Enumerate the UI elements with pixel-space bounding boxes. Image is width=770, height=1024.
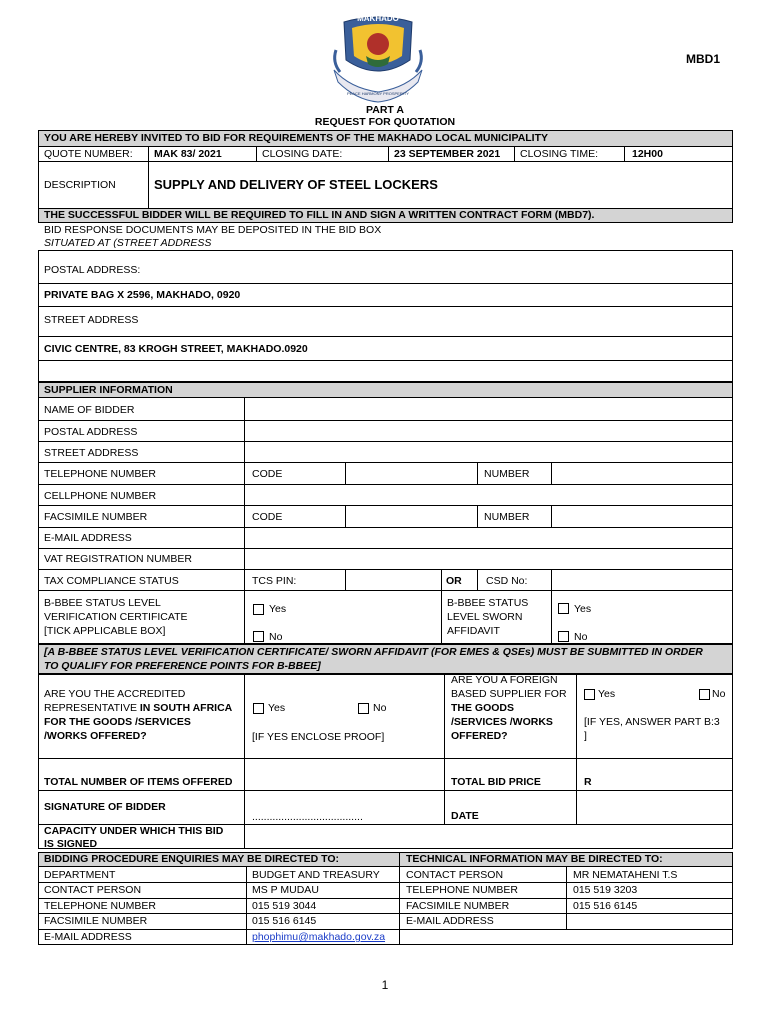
bbbee-affidavit-line2: LEVEL SWORN: [447, 611, 523, 623]
or-label: OR: [446, 575, 462, 587]
telephone-label: TELEPHONE NUMBER: [44, 468, 157, 480]
total-price-label: TOTAL BID PRICE: [451, 776, 541, 788]
street-address-value: CIVIC CENTRE, 83 KROGH STREET, MAKHADO.0920: [44, 343, 308, 355]
closing-date-value: 23 SEPTEMBER 2021: [394, 148, 501, 160]
foreign-line1: ARE YOU A FOREIGN: [451, 674, 558, 686]
bid-fax-value: 015 516 6145: [252, 915, 317, 927]
supplier-street-label: STREET ADDRESS: [44, 447, 139, 459]
bbbee-affidavit-no-checkbox[interactable]: [558, 631, 569, 642]
description-label: DESCRIPTION: [44, 179, 116, 191]
form-title: REQUEST FOR QUOTATION: [314, 116, 456, 128]
accredited-no-checkbox[interactable]: [358, 703, 369, 714]
foreign-line2: BASED SUPPLIER FOR: [451, 688, 567, 700]
tech-contact-value: MR NEMATAHENI T.S: [573, 869, 678, 881]
supplier-heading: SUPPLIER INFORMATION: [44, 384, 173, 396]
quote-number-label: QUOTE NUMBER:: [44, 148, 133, 160]
foreign-line3: THE GOODS: [451, 702, 515, 714]
accredited-line3: FOR THE GOODS /SERVICES: [44, 716, 191, 728]
bbbee-cert-yes-label: Yes: [269, 603, 287, 615]
part-label: PART A: [366, 104, 404, 116]
currency-label: R: [584, 776, 592, 788]
bid-contact-value: MS P MUDAU: [252, 884, 319, 896]
bid-contact-label: CONTACT PERSON: [44, 884, 142, 896]
svg-text:PEACE HARMONY PROSPERITY: PEACE HARMONY PROSPERITY: [347, 91, 409, 96]
enclose-proof-note: [IF YES ENCLOSE PROOF]: [252, 731, 385, 743]
telephone-number-label: NUMBER: [484, 468, 530, 480]
fax-number-label: NUMBER: [484, 511, 530, 523]
foreign-no-checkbox[interactable]: [699, 689, 710, 700]
fax-code-label: CODE: [252, 511, 283, 523]
technical-enquiries-heading: TECHNICAL INFORMATION MAY BE DIRECTED TO:: [406, 853, 663, 865]
bbbee-affidavit-no-label: No: [574, 631, 588, 643]
fax-label: FACSIMILE NUMBER: [44, 511, 148, 523]
bid-details-box: [38, 674, 733, 849]
accredited-line1: ARE YOU THE ACCREDITED: [44, 688, 186, 700]
tech-fax-label: FACSIMILE NUMBER: [406, 900, 510, 912]
email-label: E-MAIL ADDRESS: [44, 532, 132, 544]
bbbee-affidavit-line3: AFFIDAVIT: [447, 625, 500, 637]
tech-email-label: E-MAIL ADDRESS: [406, 915, 494, 927]
signature-dots: ......................................: [252, 811, 363, 823]
department-value: BUDGET AND TREASURY: [252, 869, 380, 881]
quote-number-value: MAK 83/ 2021: [154, 148, 222, 160]
address-box: [38, 250, 733, 382]
foreign-yes-label: Yes: [598, 688, 616, 700]
cellphone-label: CELLPHONE NUMBER: [44, 490, 157, 502]
bbbee-note-line1: [A B-BBEE STATUS LEVEL VERIFICATION CERTIFICATE/ SWORN AFFIDAVIT (FOR EMES & QSEs) MUST BE SUBMITTED IN ORDER: [44, 646, 703, 658]
signature-label: SIGNATURE OF BIDDER: [44, 801, 166, 813]
bbbee-cert-no-label: No: [269, 631, 283, 643]
accredited-line2: REPRESENTATIVE IN SOUTH AFRICA: [44, 702, 233, 714]
accredited-yes-checkbox[interactable]: [253, 703, 264, 714]
vat-label: VAT REGISTRATION NUMBER: [44, 553, 192, 565]
foreign-note-line1: [IF YES, ANSWER PART B:3: [584, 716, 720, 728]
deposit-line2: SITUATED AT (STREET ADDRESS: [44, 237, 212, 249]
bbbee-cert-line3: [TICK APPLICABLE BOX]: [44, 625, 166, 637]
tech-telephone-label: TELEPHONE NUMBER: [406, 884, 519, 896]
bbbee-cert-line2: VERIFICATION CERTIFICATE: [44, 611, 188, 623]
capacity-line2: IS SIGNED: [44, 838, 98, 850]
foreign-line5: OFFERED?: [451, 730, 508, 742]
name-of-bidder-label: NAME OF BIDDER: [44, 404, 135, 416]
bid-fax-label: FACSIMILE NUMBER: [44, 915, 148, 927]
street-address-label: STREET ADDRESS: [44, 314, 139, 326]
supplier-postal-label: POSTAL ADDRESS: [44, 426, 138, 438]
bbbee-affidavit-yes-label: Yes: [574, 603, 592, 615]
postal-address-label: POSTAL ADDRESS:: [44, 264, 141, 276]
contract-note: THE SUCCESSFUL BIDDER WILL BE REQUIRED TO FILL IN AND SIGN A WRITTEN CONTRACT FORM (MBD7).: [44, 209, 595, 221]
csd-label: CSD No:: [486, 575, 528, 587]
capacity-line1: CAPACITY UNDER WHICH THIS BID: [44, 825, 224, 837]
tech-telephone-value: 015 519 3203: [573, 884, 638, 896]
closing-date-label: CLOSING DATE:: [262, 148, 343, 160]
bbbee-affidavit-line1: B-BBEE STATUS: [447, 597, 529, 609]
tech-fax-value: 015 516 6145: [573, 900, 638, 912]
svg-text:MAKHADO: MAKHADO: [357, 14, 399, 23]
postal-address-value: PRIVATE BAG X 2596, MAKHADO, 0920: [44, 289, 241, 301]
bid-email-label: E-MAIL ADDRESS: [44, 931, 132, 943]
deposit-line1: BID RESPONSE DOCUMENTS MAY BE DEPOSITED IN THE BID BOX: [44, 224, 382, 236]
bbbee-note-line2: TO QUALIFY FOR PREFERENCE POINTS FOR B-BBEE]: [44, 660, 321, 672]
description-value: SUPPLY AND DELIVERY OF STEEL LOCKERS: [154, 177, 438, 192]
page-number: 1: [381, 978, 389, 992]
bbbee-affidavit-yes-checkbox[interactable]: [558, 603, 569, 614]
foreign-note-line2: ]: [584, 730, 587, 742]
bbbee-cert-line1: B-BBEE STATUS LEVEL: [44, 597, 161, 609]
tax-label: TAX COMPLIANCE STATUS: [44, 575, 179, 587]
total-items-label: TOTAL NUMBER OF ITEMS OFFERED: [44, 776, 233, 788]
makhado-crest-logo: [330, 12, 426, 104]
accredited-no-label: No: [373, 702, 387, 714]
foreign-yes-checkbox[interactable]: [584, 689, 595, 700]
bid-telephone-label: TELEPHONE NUMBER: [44, 900, 157, 912]
tcs-pin-label: TCS PIN:: [252, 575, 297, 587]
date-label: DATE: [451, 810, 479, 822]
bid-email-link[interactable]: phophimu@makhado.gov.za: [252, 931, 386, 943]
foreign-no-label: No: [712, 688, 726, 700]
accredited-yes-label: Yes: [268, 702, 286, 714]
invite-heading: YOU ARE HEREBY INVITED TO BID FOR REQUIREMENTS OF THE MAKHADO LOCAL MUNICIPALITY: [44, 132, 549, 144]
bbbee-cert-no-checkbox[interactable]: [253, 631, 264, 642]
department-label: DEPARTMENT: [44, 869, 116, 881]
form-code: MBD1: [686, 52, 721, 66]
bbbee-cert-yes-checkbox[interactable]: [253, 604, 264, 615]
foreign-line4: /SERVICES /WORKS: [451, 716, 553, 728]
tech-contact-label: CONTACT PERSON: [406, 869, 504, 881]
telephone-code-label: CODE: [252, 468, 283, 480]
accredited-line4: /WORKS OFFERED?: [44, 730, 147, 742]
closing-time-value: 12H00: [632, 148, 663, 160]
closing-time-label: CLOSING TIME:: [520, 148, 598, 160]
bidding-enquiries-heading: BIDDING PROCEDURE ENQUIRIES MAY BE DIRECTED TO:: [44, 853, 340, 865]
bid-telephone-value: 015 519 3044: [252, 900, 317, 912]
